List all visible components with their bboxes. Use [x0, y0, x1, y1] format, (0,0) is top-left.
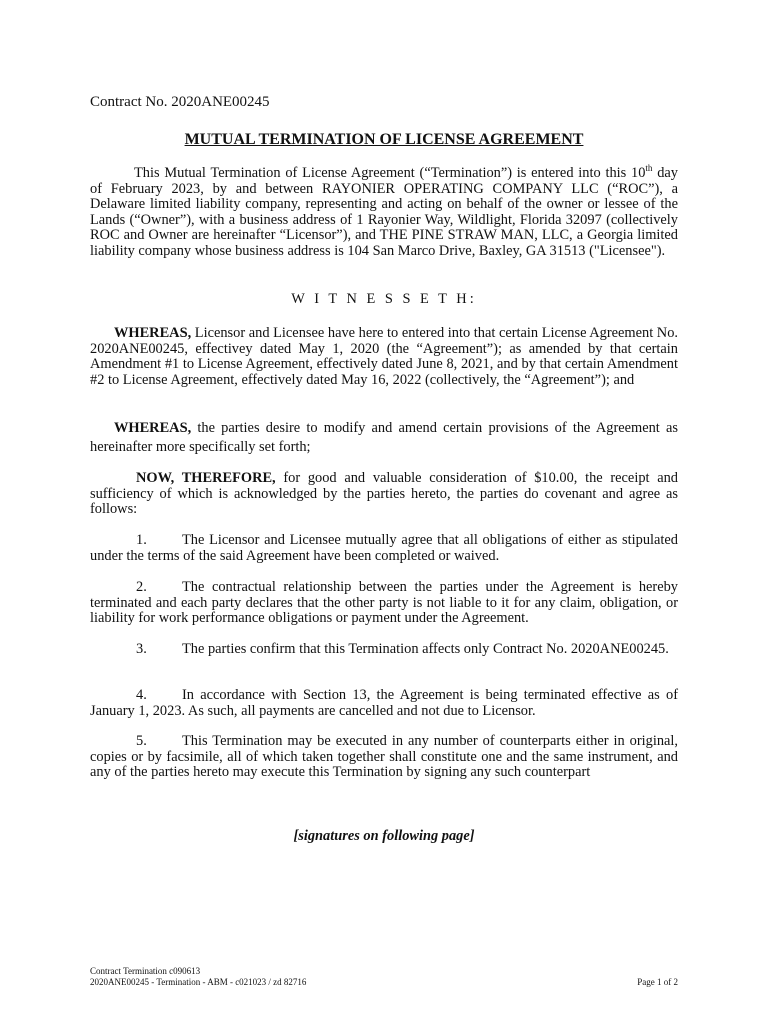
clause-number: 5. — [136, 733, 147, 749]
whereas-paragraph-2 — [90, 419, 678, 457]
intro-superscript: th — [645, 163, 653, 174]
whereas-lead-2: WHEREAS, — [114, 420, 192, 436]
whereas-text-1: Licensor and Licensee have here to entered into that certain License Agreement No. 2020ANE00245, effectivey dated May 1, 2020 (the “Agreement”); as amended by that certain Amendment #1 to License Agreement, effectively dated June 8, 2021, and by that certain Amendment #2 to License Agreement, effectively dated May 16, 2022 (collectively, the “Agreement”); and — [90, 325, 678, 388]
now-therefore-lead: NOW, THEREFORE, — [136, 470, 276, 486]
clause-text: The parties confirm that this Termination affects only Contract No. 2020ANE00245. — [182, 641, 669, 657]
clause-number: 1. — [136, 532, 147, 548]
clause-text: The Licensor and Licensee mutually agree that all obligations of either as stipulated under the terms of the said Agreement have been completed or waived. — [90, 532, 678, 564]
page-number: Page 1 of 2 — [637, 977, 678, 987]
clause-number: 4. — [136, 687, 147, 703]
witnesseth-heading: W I T N E S S E T H: — [291, 291, 477, 307]
whereas-paragraph-1 — [90, 326, 678, 388]
intro-text-1: This Mutual Termination of License Agreement (“Termination”) is entered into this 10 — [134, 165, 646, 181]
clause-text: In accordance with Section 13, the Agreement is being terminated effective as of January 1, 2023. As such, all payments are cancelled and not due to Licensor. — [90, 687, 678, 719]
intro-paragraph — [90, 163, 678, 260]
whereas-lead-1: WHEREAS, — [114, 325, 192, 341]
signature-note: [signatures on following page] — [293, 828, 475, 844]
intro-text-2: day of February 2023, by and between RAYONIER OPERATING COMPANY LLC (“ROC”), a Delaware limited liability company, representing and acting on behalf of the owner or lessee of the Lands (“Owner”), with a business address of 1 Rayonier Way, Wildlight, Florida 32097 (collectively ROC and Owner are hereinafter “Licensor”), and THE PINE STRAW MAN, LLC, a Georgia limited liability company whose business address is 104 San Marco Drive, Baxley, GA 31513 ("Licensee"). — [90, 165, 678, 259]
page-footer — [90, 966, 678, 988]
document-title: MUTUAL TERMINATION OF LICENSE AGREEMENT — [184, 131, 584, 148]
now-therefore-paragraph — [90, 471, 678, 518]
footer-line-2: 2020ANE00245 - Termination - ABM - c021023 / zd 82716 — [90, 977, 307, 987]
clause-4 — [90, 688, 678, 719]
clause-2 — [90, 580, 678, 627]
now-therefore-text: for good and valuable consideration of $10.00, the receipt and sufficiency of which is acknowledged by the parties hereto, the parties do covenant and agree as follows: — [90, 470, 678, 518]
clause-text: The contractual relationship between the parties under the Agreement is hereby terminated and each party declares that the other party is not liable to it for any claim, obligation, or liability for work performance obligations or payment under the Agreement. — [90, 579, 678, 627]
clause-3 — [90, 642, 678, 658]
clause-number: 3. — [136, 641, 147, 657]
clause-1 — [90, 533, 678, 564]
clause-number: 2. — [136, 579, 147, 595]
contract-number: Contract No. 2020ANE00245 — [90, 94, 270, 110]
footer-line-1: Contract Termination c090613 — [90, 966, 201, 976]
whereas-text-2: the parties desire to modify and amend certain provisions of the Agreement as hereinafter more specifically set forth; — [90, 420, 678, 455]
clause-text: This Termination may be executed in any number of counterparts either in original, copies or by facsimile, all of which taken together shall constitute one and the same instrument, and any of the parties hereto may execute this Termination by signing any such counterpart — [90, 733, 678, 781]
clause-5 — [90, 734, 678, 781]
